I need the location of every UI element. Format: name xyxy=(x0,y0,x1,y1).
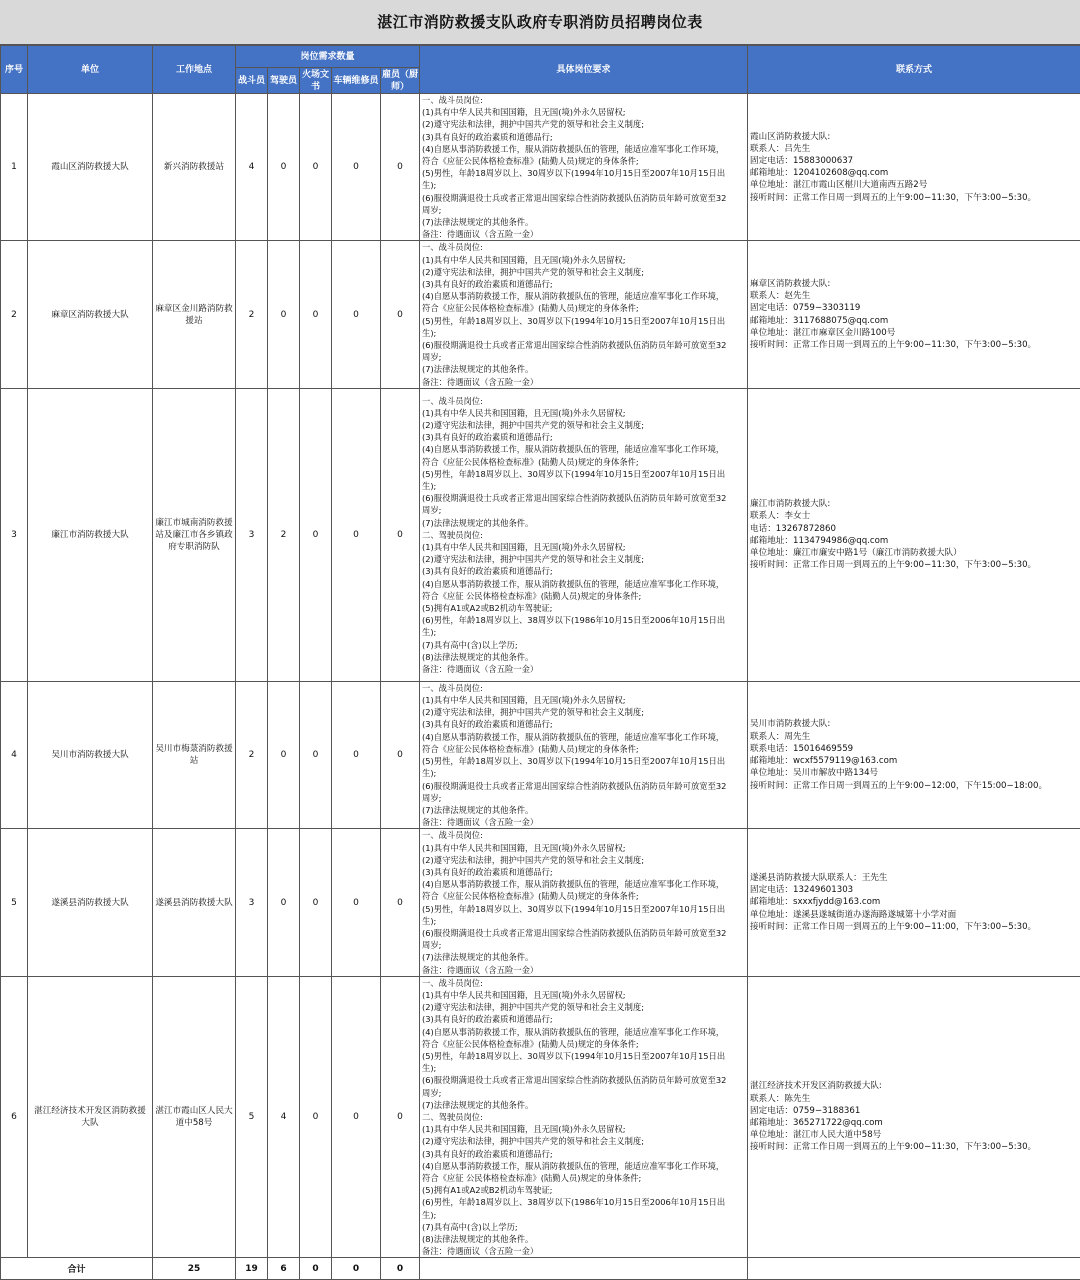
requirement-line: (5)男性，年龄18周岁以上、30周岁以下(1994年10月15日至2007年10月15日出 xyxy=(422,468,745,480)
requirement-line: (1)具有中华人民共和国国籍，且无国(境)外永久居留权; xyxy=(422,106,745,118)
header-employee: 雇员（厨师） xyxy=(381,68,420,94)
requirement-line: (6)男性，年龄18周岁以上、38周岁以下(1986年10月15日至2006年10月15日出 xyxy=(422,614,745,626)
requirement-line: (1)具有中华人民共和国国籍，且无国(境)外永久居留权; xyxy=(422,989,745,1001)
contact-line: 固定电话：13249601303 xyxy=(750,884,1078,896)
requirement-line: 符合《应征公民体格检查标准》(陆勤人员)规定的身体条件; xyxy=(422,1038,745,1050)
firecomm-count-cell: 0 xyxy=(300,829,332,976)
unit-cell: 霞山区消防救援大队 xyxy=(28,94,153,241)
requirement-line: 周岁; xyxy=(422,204,745,216)
header-requirements: 具体岗位要求 xyxy=(420,46,748,94)
requirement-line: (5)男性，年龄18周岁以上、30周岁以下(1994年10月15日至2007年10月15日出 xyxy=(422,167,745,179)
requirements-cell xyxy=(420,388,748,681)
requirement-line: (4)自愿从事消防救援工作，服从消防救援队伍的管理，能适应准军事化工作环境， xyxy=(422,1160,745,1172)
contact-cell xyxy=(748,94,1080,241)
requirement-line: 一、战斗员岗位: xyxy=(422,241,745,253)
requirement-line: 生); xyxy=(422,1209,745,1221)
header-fighter: 战斗员 xyxy=(236,68,268,94)
table-row xyxy=(1,94,1080,241)
requirement-line: (2)遵守宪法和法律，拥护中国共产党的领导和社会主义制度; xyxy=(422,854,745,866)
contact-line: 单位地址：湛江市麻章区金川路100号 xyxy=(750,327,1078,339)
location-cell: 遂溪县消防救援大队 xyxy=(153,829,236,976)
contact-line: 联系人：赵先生 xyxy=(750,290,1078,302)
unit-cell: 吴川市消防救援大队 xyxy=(28,681,153,828)
requirement-line: (5)拥有A1或A2或B2机动车驾驶证; xyxy=(422,1184,745,1196)
firecomm-count-cell: 0 xyxy=(300,241,332,388)
total-contact-empty xyxy=(748,1258,1080,1280)
employee-count-cell: 0 xyxy=(381,681,420,828)
requirement-line: (3)具有良好的政治素质和道德品行; xyxy=(422,1013,745,1025)
requirement-line: 符合《应征公民体格检查标准》(陆勤人员)规定的身体条件; xyxy=(422,743,745,755)
location-cell: 麻章区金川路消防救援站 xyxy=(153,241,236,388)
requirement-line: (2)遵守宪法和法律，拥护中国共产党的领导和社会主义制度; xyxy=(422,118,745,130)
fighter-count-cell: 2 xyxy=(236,681,268,828)
requirement-line: (3)具有良好的政治素质和道德品行; xyxy=(422,866,745,878)
driver-count-cell: 2 xyxy=(268,388,300,681)
requirements-cell xyxy=(420,681,748,828)
contact-line: 单位地址：遂溪县遂城街道办遂海路遂城第十小学对面 xyxy=(750,909,1078,921)
requirement-line: (4)自愿从事消防救援工作，服从消防救援队伍的管理，能适应准军事化工作环境， xyxy=(422,1026,745,1038)
requirement-line: (3)具有良好的政治素质和道德品行; xyxy=(422,131,745,143)
requirements-cell xyxy=(420,94,748,241)
requirement-line: 生); xyxy=(422,767,745,779)
requirement-line: 符合《应征公民体格检查标准》(陆勤人员)规定的身体条件; xyxy=(422,302,745,314)
requirement-line: 二、驾驶员岗位: xyxy=(422,1111,745,1123)
contact-line: 吴川市消防救援大队: xyxy=(750,718,1078,730)
header-demand: 岗位需求数量 xyxy=(236,46,420,68)
unit-cell: 廉江市消防救援大队 xyxy=(28,388,153,681)
requirement-line: 生); xyxy=(422,327,745,339)
contact-line: 遂溪县消防救援大队联系人：王先生 xyxy=(750,872,1078,884)
contact-line: 接听时间：正常工作日周一到周五的上午9:00−11:30，下午3:00−5:30。 xyxy=(750,559,1078,571)
requirement-line: 一、战斗员岗位: xyxy=(422,395,745,407)
requirement-line: (4)自愿从事消防救援工作，服从消防救援队伍的管理，能适应准军事化工作环境， xyxy=(422,443,745,455)
requirement-line: 备注：待遇面议（含五险一金） xyxy=(422,1245,745,1257)
employee-count-cell: 0 xyxy=(381,94,420,241)
requirement-line: 一、战斗员岗位: xyxy=(422,829,745,841)
total-sum: 25 xyxy=(153,1258,236,1280)
contact-line: 邮箱地址：wcxf5579119@163.com xyxy=(750,755,1078,767)
requirement-line: (6)服役期满退役士兵或者正常退出国家综合性消防救援队伍消防员年龄可放宽至32 xyxy=(422,1074,745,1086)
header-unit: 单位 xyxy=(28,46,153,94)
total-row xyxy=(1,1258,1080,1280)
requirement-line: (1)具有中华人民共和国国籍，且无国(境)外永久居留权; xyxy=(422,1123,745,1135)
location-cell: 吴川市梅菉消防救援站 xyxy=(153,681,236,828)
contact-line: 单位地址：廉江市廉安中路1号（廉江市消防救援大队） xyxy=(750,547,1078,559)
requirement-line: (2)遵守宪法和法律，拥护中国共产党的领导和社会主义制度; xyxy=(422,1135,745,1147)
contact-cell xyxy=(748,241,1080,388)
contact-line: 接听时间：正常工作日周一到周五的上午9:00−11:00，下午3:00−5:30。 xyxy=(750,921,1078,933)
contact-line: 湛江经济技术开发区消防救援大队: xyxy=(750,1080,1078,1092)
table-row xyxy=(1,829,1080,976)
mechanic-count-cell: 0 xyxy=(332,241,381,388)
table-row xyxy=(1,976,1080,1258)
contact-line: 固定电话：15883000637 xyxy=(750,155,1078,167)
requirement-line: (2)遵守宪法和法律，拥护中国共产党的领导和社会主义制度; xyxy=(422,266,745,278)
mechanic-count-cell: 0 xyxy=(332,94,381,241)
unit-cell: 麻章区消防救援大队 xyxy=(28,241,153,388)
contact-line: 接听时间：正常工作日周一到周五的上午9:00−11:30，下午3:00−5:30。 xyxy=(750,1141,1078,1153)
header-firecomm: 火场文书 xyxy=(300,68,332,94)
header-location: 工作地点 xyxy=(153,46,236,94)
header-mechanic: 车辆维修员 xyxy=(332,68,381,94)
requirement-line: (2)遵守宪法和法律，拥护中国共产党的领导和社会主义制度; xyxy=(422,419,745,431)
employee-count-cell: 0 xyxy=(381,388,420,681)
requirement-line: 备注：待遇面议（含五险一金） xyxy=(422,228,745,240)
contact-line: 联系人：李女士 xyxy=(750,510,1078,522)
contact-line: 联系电话：15016469559 xyxy=(750,743,1078,755)
requirement-line: (6)服役期满退役士兵或者正常退出国家综合性消防救援队伍消防员年龄可放宽至32 xyxy=(422,927,745,939)
requirement-line: (2)遵守宪法和法律，拥护中国共产党的领导和社会主义制度; xyxy=(422,706,745,718)
header-seq: 序号 xyxy=(1,46,28,94)
requirement-line: 周岁; xyxy=(422,351,745,363)
employee-count-cell: 0 xyxy=(381,241,420,388)
requirement-line: 符合《应征 公民体格检查标准》(陆勤人员)规定的身体条件; xyxy=(422,590,745,602)
driver-count-cell: 0 xyxy=(268,681,300,828)
requirements-cell xyxy=(420,976,748,1258)
requirement-line: (5)男性，年龄18周岁以上、30周岁以下(1994年10月15日至2007年10月15日出 xyxy=(422,315,745,327)
total-employee: 0 xyxy=(381,1258,420,1280)
requirement-line: (4)自愿从事消防救援工作，服从消防救援队伍的管理，能适应准军事化工作环境， xyxy=(422,731,745,743)
requirement-line: (8)法律法规规定的其他条件。 xyxy=(422,651,745,663)
employee-count-cell: 0 xyxy=(381,829,420,976)
fighter-count-cell: 3 xyxy=(236,388,268,681)
requirement-line: (7)法律法规规定的其他条件。 xyxy=(422,951,745,963)
contact-line: 接听时间：正常工作日周一到周五的上午9:00−12:00，下午15:00−18:00。 xyxy=(750,780,1078,792)
requirement-line: 周岁; xyxy=(422,939,745,951)
requirement-line: (3)具有良好的政治素质和道德品行; xyxy=(422,1148,745,1160)
requirement-line: 一、战斗员岗位: xyxy=(422,682,745,694)
contact-cell xyxy=(748,388,1080,681)
requirement-line: (2)遵守宪法和法律，拥护中国共产党的领导和社会主义制度; xyxy=(422,553,745,565)
requirement-line: 生); xyxy=(422,626,745,638)
requirement-line: (3)具有良好的政治素质和道德品行; xyxy=(422,718,745,730)
requirement-line: 二、驾驶员岗位: xyxy=(422,529,745,541)
requirement-line: 符合《应征公民体格检查标准》(陆勤人员)规定的身体条件; xyxy=(422,456,745,468)
requirement-line: (1)具有中华人民共和国国籍，且无国(境)外永久居留权; xyxy=(422,407,745,419)
contact-line: 霞山区消防救援大队: xyxy=(750,131,1078,143)
requirement-line: (7)法律法规规定的其他条件。 xyxy=(422,216,745,228)
requirement-line: (7)具有高中(含)以上学历; xyxy=(422,1221,745,1233)
requirement-line: 生); xyxy=(422,179,745,191)
seq-cell: 2 xyxy=(1,241,28,388)
requirement-line: (3)具有良好的政治素质和道德品行; xyxy=(422,565,745,577)
requirement-line: (7)法律法规规定的其他条件。 xyxy=(422,363,745,375)
seq-cell: 4 xyxy=(1,681,28,828)
requirement-line: 一、战斗员岗位: xyxy=(422,94,745,106)
requirement-line: (7)法律法规规定的其他条件。 xyxy=(422,1099,745,1111)
total-mechanic: 0 xyxy=(332,1258,381,1280)
seq-cell: 5 xyxy=(1,829,28,976)
contact-line: 固定电话：0759−3303119 xyxy=(750,302,1078,314)
requirement-line: (8)法律法规规定的其他条件。 xyxy=(422,1233,745,1245)
mechanic-count-cell: 0 xyxy=(332,829,381,976)
unit-cell: 遂溪县消防救援大队 xyxy=(28,829,153,976)
requirement-line: (1)具有中华人民共和国国籍，且无国(境)外永久居留权; xyxy=(422,254,745,266)
contact-line: 接听时间：正常工作日周一到周五的上午9:00−11:30，下午3:00−5:30。 xyxy=(750,339,1078,351)
seq-cell: 1 xyxy=(1,94,28,241)
total-label: 合计 xyxy=(1,1258,153,1280)
table-row xyxy=(1,681,1080,828)
employee-count-cell: 0 xyxy=(381,976,420,1258)
requirement-line: 一、战斗员岗位: xyxy=(422,977,745,989)
requirement-line: (1)具有中华人民共和国国籍，且无国(境)外永久居留权; xyxy=(422,541,745,553)
contact-cell xyxy=(748,976,1080,1258)
contact-line: 联系人：吕先生 xyxy=(750,143,1078,155)
contact-line: 联系人：陈先生 xyxy=(750,1093,1078,1105)
requirements-cell xyxy=(420,829,748,976)
unit-cell: 湛江经济技术开发区消防救援大队 xyxy=(28,976,153,1258)
requirement-line: 备注：待遇面议（含五险一金） xyxy=(422,816,745,828)
requirement-line: (6)服役期满退役士兵或者正常退出国家综合性消防救援队伍消防员年龄可放宽至32 xyxy=(422,339,745,351)
table-row xyxy=(1,241,1080,388)
requirement-line: (5)男性，年龄18周岁以上、30周岁以下(1994年10月15日至2007年10月15日出 xyxy=(422,755,745,767)
requirement-line: 备注：待遇面议（含五险一金） xyxy=(422,663,745,675)
contact-cell xyxy=(748,681,1080,828)
mechanic-count-cell: 0 xyxy=(332,681,381,828)
firecomm-count-cell: 0 xyxy=(300,94,332,241)
requirement-line: (3)具有良好的政治素质和道德品行; xyxy=(422,431,745,443)
requirement-line: (2)遵守宪法和法律，拥护中国共产党的领导和社会主义制度; xyxy=(422,1001,745,1013)
location-cell: 湛江市霞山区人民大道中58号 xyxy=(153,976,236,1258)
requirement-line: (3)具有良好的政治素质和道德品行; xyxy=(422,278,745,290)
table-body xyxy=(1,94,1080,1280)
driver-count-cell: 0 xyxy=(268,829,300,976)
contact-line: 邮箱地址：365271722@qq.com xyxy=(750,1117,1078,1129)
location-cell: 新兴消防救援站 xyxy=(153,94,236,241)
contact-line: 电话：13267872860 xyxy=(750,523,1078,535)
requirement-line: (4)自愿从事消防救援工作，服从消防救援队伍的管理，能适应准军事化工作环境， xyxy=(422,578,745,590)
requirement-line: (1)具有中华人民共和国国籍，且无国(境)外永久居留权; xyxy=(422,842,745,854)
requirement-line: (6)服役期满退役士兵或者正常退出国家综合性消防救援队伍消防员年龄可放宽至32 xyxy=(422,192,745,204)
total-firecomm: 0 xyxy=(300,1258,332,1280)
seq-cell: 3 xyxy=(1,388,28,681)
page-title: 湛江市消防救援支队政府专职消防员招聘岗位表 xyxy=(0,0,1080,45)
requirement-line: 备注：待遇面议（含五险一金） xyxy=(422,964,745,976)
fighter-count-cell: 5 xyxy=(236,976,268,1258)
location-cell: 廉江市城南消防救援站及廉江市各乡镇政府专职消防队 xyxy=(153,388,236,681)
requirement-line: (1)具有中华人民共和国国籍，且无国(境)外永久居留权; xyxy=(422,694,745,706)
total-requirements-empty xyxy=(420,1258,748,1280)
contact-line: 固定电话：0759−3188361 xyxy=(750,1105,1078,1117)
contact-line: 接听时间：正常工作日周一到周五的上午9:00−11:30，下午3:00−5:30。 xyxy=(750,192,1078,204)
requirement-line: (6)服役期满退役士兵或者正常退出国家综合性消防救援队伍消防员年龄可放宽至32 xyxy=(422,492,745,504)
driver-count-cell: 0 xyxy=(268,241,300,388)
fighter-count-cell: 3 xyxy=(236,829,268,976)
requirement-line: (4)自愿从事消防救援工作，服从消防救援队伍的管理，能适应准军事化工作环境， xyxy=(422,878,745,890)
driver-count-cell: 4 xyxy=(268,976,300,1258)
contact-line: 廉江市消防救援大队: xyxy=(750,498,1078,510)
requirement-line: (7)法律法规规定的其他条件。 xyxy=(422,804,745,816)
contact-line: 麻章区消防救援大队: xyxy=(750,278,1078,290)
requirement-line: (7)法律法规规定的其他条件。 xyxy=(422,517,745,529)
total-fighter: 19 xyxy=(236,1258,268,1280)
header-driver: 驾驶员 xyxy=(268,68,300,94)
contact-line: 邮箱地址：1134794986@qq.com xyxy=(750,535,1078,547)
requirement-line: (5)男性，年龄18周岁以上、30周岁以下(1994年10月15日至2007年10月15日出 xyxy=(422,903,745,915)
contact-line: 单位地址：湛江市人民大道中58号 xyxy=(750,1129,1078,1141)
contact-line: 单位地址：吴川市解放中路134号 xyxy=(750,767,1078,779)
fighter-count-cell: 2 xyxy=(236,241,268,388)
requirement-line: (7)具有高中(含)以上学历; xyxy=(422,639,745,651)
requirements-cell xyxy=(420,241,748,388)
requirement-line: 周岁; xyxy=(422,792,745,804)
contact-line: 联系人：周先生 xyxy=(750,731,1078,743)
requirement-line: 符合《应征公民体格检查标准》(陆勤人员)规定的身体条件; xyxy=(422,890,745,902)
firecomm-count-cell: 0 xyxy=(300,388,332,681)
requirement-line: (5)拥有A1或A2或B2机动车驾驶证; xyxy=(422,602,745,614)
requirement-line: (6)男性，年龄18周岁以上、38周岁以下(1986年10月15日至2006年10月15日出 xyxy=(422,1196,745,1208)
contact-line: 单位地址：湛江市霞山区椹川大道南西五路2号 xyxy=(750,179,1078,191)
contact-cell xyxy=(748,829,1080,976)
positions-table xyxy=(0,45,1080,1280)
requirement-line: (6)服役期满退役士兵或者正常退出国家综合性消防救援队伍消防员年龄可放宽至32 xyxy=(422,780,745,792)
firecomm-count-cell: 0 xyxy=(300,681,332,828)
contact-line: 邮箱地址：sxxxfjydd@163.com xyxy=(750,896,1078,908)
requirement-line: 生); xyxy=(422,480,745,492)
requirement-line: (4)自愿从事消防救援工作，服从消防救援队伍的管理，能适应准军事化工作环境， xyxy=(422,143,745,155)
total-driver: 6 xyxy=(268,1258,300,1280)
requirement-line: 生); xyxy=(422,915,745,927)
requirement-line: 符合《应征公民体格检查标准》(陆勤人员)规定的身体条件; xyxy=(422,155,745,167)
contact-line: 邮箱地址：3117688075@qq.com xyxy=(750,315,1078,327)
table-header xyxy=(1,46,1080,94)
contact-line: 邮箱地址：1204102608@qq.com xyxy=(750,167,1078,179)
requirement-line: 周岁; xyxy=(422,1087,745,1099)
requirement-line: 周岁; xyxy=(422,504,745,516)
seq-cell: 6 xyxy=(1,976,28,1258)
mechanic-count-cell: 0 xyxy=(332,976,381,1258)
requirement-line: 备注：待遇面议（含五险一金） xyxy=(422,376,745,388)
requirement-line: 生); xyxy=(422,1062,745,1074)
mechanic-count-cell: 0 xyxy=(332,388,381,681)
requirement-line: (5)男性，年龄18周岁以上、30周岁以下(1994年10月15日至2007年10月15日出 xyxy=(422,1050,745,1062)
requirement-line: (4)自愿从事消防救援工作，服从消防救援队伍的管理，能适应准军事化工作环境， xyxy=(422,290,745,302)
requirement-line: 符合《应征 公民体格检查标准》(陆勤人员)规定的身体条件; xyxy=(422,1172,745,1184)
firecomm-count-cell: 0 xyxy=(300,976,332,1258)
header-contact: 联系方式 xyxy=(748,46,1080,94)
driver-count-cell: 0 xyxy=(268,94,300,241)
table-row xyxy=(1,388,1080,681)
fighter-count-cell: 4 xyxy=(236,94,268,241)
